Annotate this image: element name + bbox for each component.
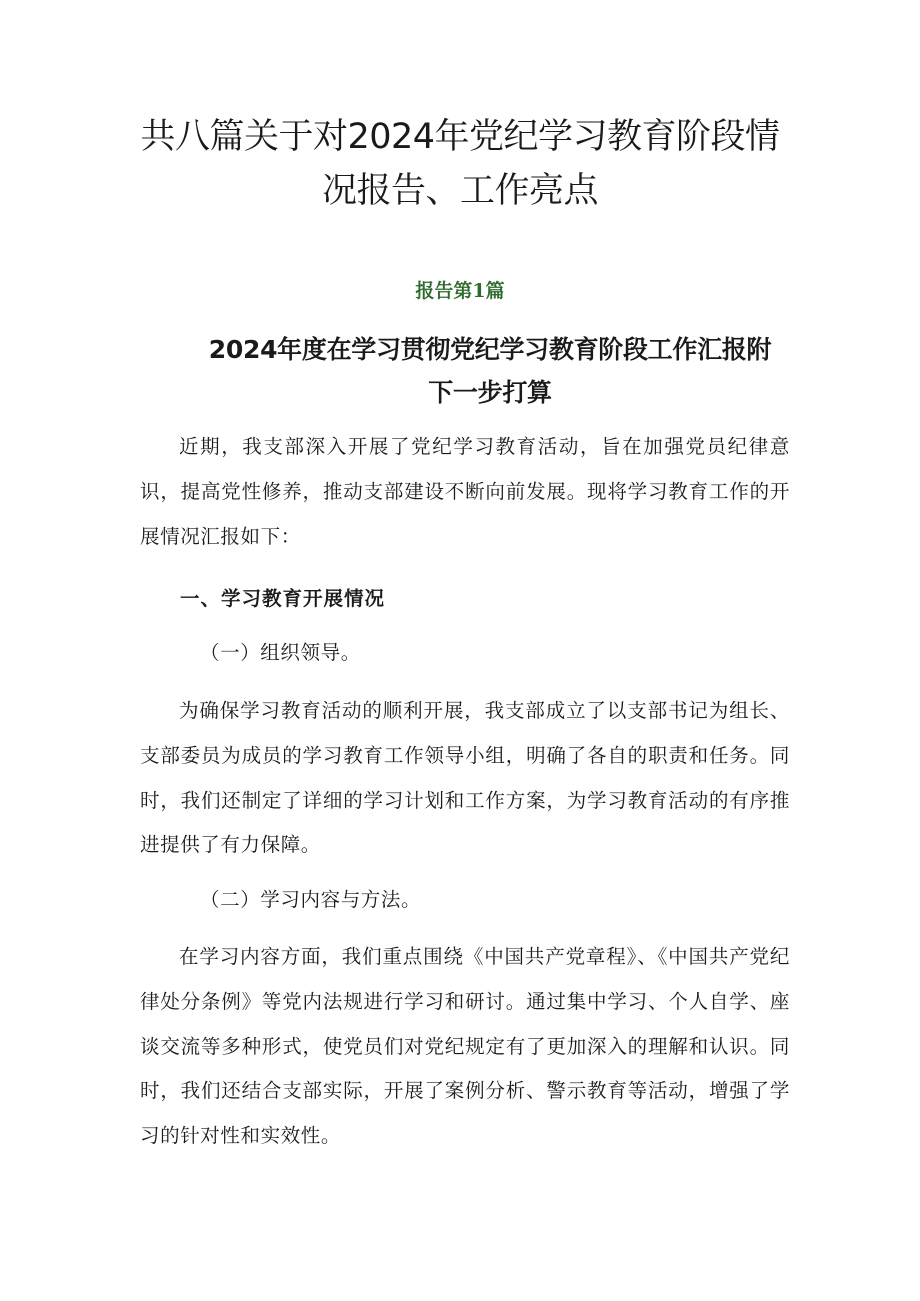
section1-heading: 一、学习教育开展情况 xyxy=(180,587,386,610)
sub-title-line2: 下一步打算 xyxy=(428,378,552,407)
report-label: 报告第1篇 xyxy=(415,280,505,302)
intro-paragraph: 近期，我支部深入开展了党纪学习教育活动，旨在加强党员纪律意识，提高党性修养，推动支部建设不断向前发展。现将学习教育工作的开展情况汇报如下： xyxy=(140,435,790,548)
sub2-heading: （二）学习内容与方法。 xyxy=(200,888,422,911)
sub2-paragraph: 在学习内容方面，我们重点围绕《中国共产党章程》、《中国共产党纪律处分条例》等党内法规进行学习和研讨。通过集中学习、个人自学、座谈交流等多种形式，使党员们对党纪规定有了更加深入的理解和认识。同时，我们还结合支部实际，开展了案例分析、警示教育等活动，增强了学习的针对性和实效性。 xyxy=(140,945,790,1148)
sub-title-line1: 2024年度在学习贯彻党纪学习教育阶段工作汇报附 xyxy=(208,335,772,364)
sub1-paragraph: 为确保学习教育活动的顺利开展，我支部成立了以支部书记为组长、支部委员为成员的学习教育工作领导小组，明确了各自的职责和任务。同时，我们还制定了详细的学习计划和工作方案，为学习教育活动的有序推进提供了有力保障。 xyxy=(140,699,790,857)
main-title-line1: 共八篇关于对2024年党纪学习教育阶段情 xyxy=(140,117,780,157)
sub-title xyxy=(190,328,790,414)
main-title xyxy=(110,110,810,218)
sub1-heading: （一）组织领导。 xyxy=(200,641,361,664)
main-title-line2: 况报告、工作亮点 xyxy=(321,171,598,211)
